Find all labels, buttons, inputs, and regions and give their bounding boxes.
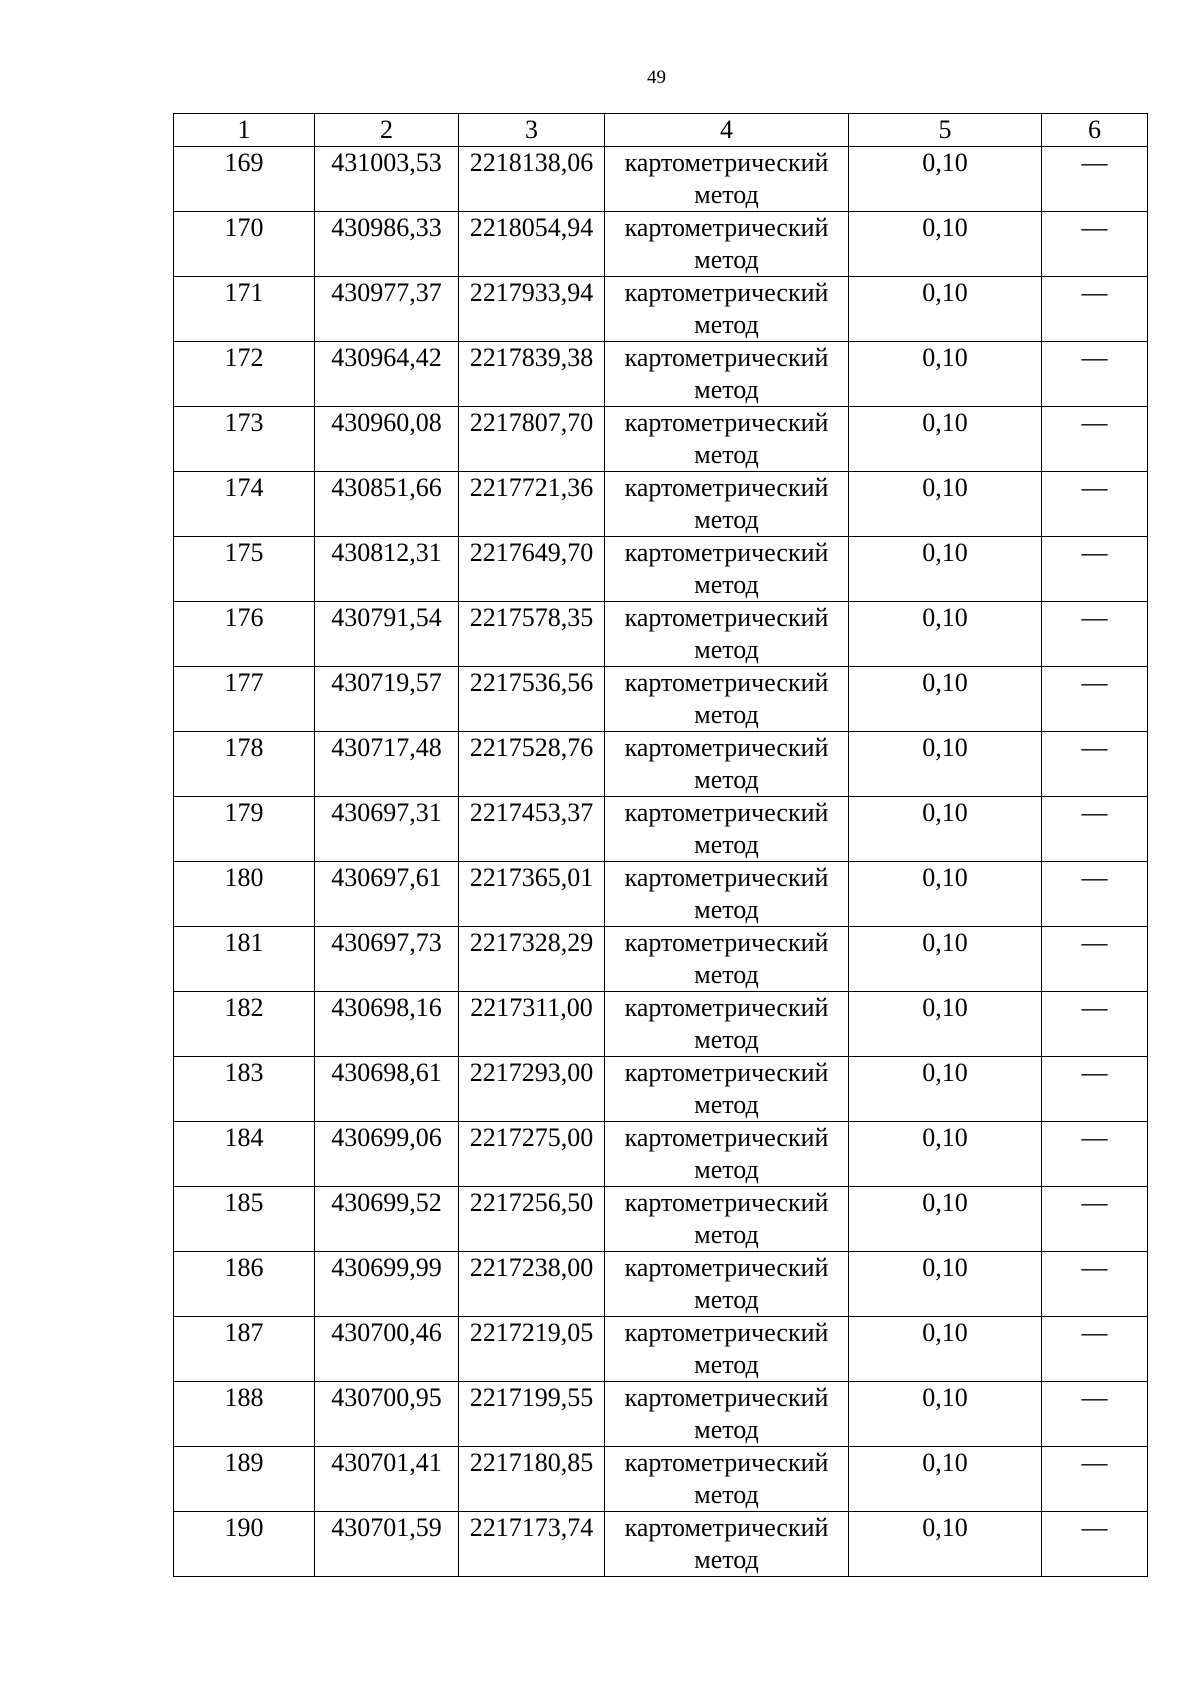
method-cell: картометрический метод (605, 407, 849, 472)
y-coordinate-cell: 2217807,70 (459, 407, 605, 472)
method-cell: картометрический метод (605, 667, 849, 732)
accuracy-cell: 0,10 (849, 147, 1042, 212)
accuracy-cell: 0,10 (849, 602, 1042, 667)
y-coordinate-cell: 2217173,74 (459, 1512, 605, 1577)
accuracy-cell: 0,10 (849, 212, 1042, 277)
method-cell: картометрический метод (605, 212, 849, 277)
point-number-cell: 181 (174, 927, 315, 992)
x-coordinate-cell: 431003,53 (315, 147, 459, 212)
note-cell: — (1042, 1122, 1148, 1187)
accuracy-cell: 0,10 (849, 342, 1042, 407)
x-coordinate-cell: 430700,46 (315, 1317, 459, 1382)
method-cell: картометрический метод (605, 862, 849, 927)
y-coordinate-cell: 2217293,00 (459, 1057, 605, 1122)
accuracy-cell: 0,10 (849, 862, 1042, 927)
x-coordinate-cell: 430812,31 (315, 537, 459, 602)
accuracy-cell: 0,10 (849, 1317, 1042, 1382)
method-cell: картометрический метод (605, 472, 849, 537)
x-coordinate-cell: 430851,66 (315, 472, 459, 537)
accuracy-cell: 0,10 (849, 1057, 1042, 1122)
note-cell: — (1042, 537, 1148, 602)
column-header-5: 5 (849, 114, 1042, 147)
table-row (174, 862, 1148, 927)
accuracy-cell: 0,10 (849, 1447, 1042, 1512)
table-row (174, 1317, 1148, 1382)
method-cell: картометрический метод (605, 927, 849, 992)
method-cell: картометрический метод (605, 1382, 849, 1447)
table-body (174, 147, 1148, 1577)
table-row (174, 277, 1148, 342)
y-coordinate-cell: 2217275,00 (459, 1122, 605, 1187)
method-cell: картометрический метод (605, 602, 849, 667)
note-cell: — (1042, 1447, 1148, 1512)
accuracy-cell: 0,10 (849, 797, 1042, 862)
table-row (174, 1057, 1148, 1122)
table-row (174, 1447, 1148, 1512)
table-row (174, 602, 1148, 667)
note-cell: — (1042, 1382, 1148, 1447)
page-number: 49 (647, 67, 666, 88)
y-coordinate-cell: 2217219,05 (459, 1317, 605, 1382)
table-row (174, 667, 1148, 732)
table-row (174, 1252, 1148, 1317)
note-cell: — (1042, 212, 1148, 277)
x-coordinate-cell: 430986,33 (315, 212, 459, 277)
point-number-cell: 170 (174, 212, 315, 277)
x-coordinate-cell: 430977,37 (315, 277, 459, 342)
table-row (174, 1187, 1148, 1252)
note-cell: — (1042, 1187, 1148, 1252)
point-number-cell: 183 (174, 1057, 315, 1122)
x-coordinate-cell: 430791,54 (315, 602, 459, 667)
accuracy-cell: 0,10 (849, 537, 1042, 602)
method-cell: картометрический метод (605, 1512, 849, 1577)
point-number-cell: 190 (174, 1512, 315, 1577)
y-coordinate-cell: 2217238,00 (459, 1252, 605, 1317)
note-cell: — (1042, 732, 1148, 797)
accuracy-cell: 0,10 (849, 992, 1042, 1057)
point-number-cell: 169 (174, 147, 315, 212)
point-number-cell: 180 (174, 862, 315, 927)
method-cell: картометрический метод (605, 992, 849, 1057)
table-row (174, 147, 1148, 212)
method-cell: картометрический метод (605, 1447, 849, 1512)
accuracy-cell: 0,10 (849, 732, 1042, 797)
y-coordinate-cell: 2217453,37 (459, 797, 605, 862)
note-cell: — (1042, 602, 1148, 667)
note-cell: — (1042, 927, 1148, 992)
note-cell: — (1042, 342, 1148, 407)
x-coordinate-cell: 430698,61 (315, 1057, 459, 1122)
y-coordinate-cell: 2217528,76 (459, 732, 605, 797)
x-coordinate-cell: 430700,95 (315, 1382, 459, 1447)
point-number-cell: 172 (174, 342, 315, 407)
point-number-cell: 184 (174, 1122, 315, 1187)
point-number-cell: 178 (174, 732, 315, 797)
x-coordinate-cell: 430699,99 (315, 1252, 459, 1317)
column-header-4: 4 (605, 114, 849, 147)
accuracy-cell: 0,10 (849, 277, 1042, 342)
table-row (174, 537, 1148, 602)
x-coordinate-cell: 430697,61 (315, 862, 459, 927)
column-header-6: 6 (1042, 114, 1148, 147)
x-coordinate-cell: 430701,41 (315, 1447, 459, 1512)
note-cell: — (1042, 407, 1148, 472)
table-row (174, 1512, 1148, 1577)
x-coordinate-cell: 430960,08 (315, 407, 459, 472)
method-cell: картометрический метод (605, 797, 849, 862)
accuracy-cell: 0,10 (849, 1512, 1042, 1577)
accuracy-cell: 0,10 (849, 1187, 1042, 1252)
table-row (174, 732, 1148, 797)
method-cell: картометрический метод (605, 1317, 849, 1382)
y-coordinate-cell: 2217536,56 (459, 667, 605, 732)
x-coordinate-cell: 430697,73 (315, 927, 459, 992)
method-cell: картометрический метод (605, 147, 849, 212)
point-number-cell: 171 (174, 277, 315, 342)
x-coordinate-cell: 430964,42 (315, 342, 459, 407)
point-number-cell: 174 (174, 472, 315, 537)
x-coordinate-cell: 430699,52 (315, 1187, 459, 1252)
point-number-cell: 187 (174, 1317, 315, 1382)
method-cell: картометрический метод (605, 1122, 849, 1187)
x-coordinate-cell: 430717,48 (315, 732, 459, 797)
point-number-cell: 177 (174, 667, 315, 732)
accuracy-cell: 0,10 (849, 927, 1042, 992)
note-cell: — (1042, 277, 1148, 342)
y-coordinate-cell: 2218054,94 (459, 212, 605, 277)
y-coordinate-cell: 2217839,38 (459, 342, 605, 407)
accuracy-cell: 0,10 (849, 407, 1042, 472)
method-cell: картометрический метод (605, 1187, 849, 1252)
y-coordinate-cell: 2217256,50 (459, 1187, 605, 1252)
method-cell: картометрический метод (605, 732, 849, 797)
y-coordinate-cell: 2217721,36 (459, 472, 605, 537)
method-cell: картометрический метод (605, 1252, 849, 1317)
coordinates-table (173, 113, 1148, 1577)
note-cell: — (1042, 1512, 1148, 1577)
y-coordinate-cell: 2217311,00 (459, 992, 605, 1057)
column-header-1: 1 (174, 114, 315, 147)
point-number-cell: 189 (174, 1447, 315, 1512)
table-row (174, 407, 1148, 472)
header-row (174, 114, 1148, 147)
method-cell: картометрический метод (605, 537, 849, 602)
accuracy-cell: 0,10 (849, 667, 1042, 732)
point-number-cell: 179 (174, 797, 315, 862)
y-coordinate-cell: 2217328,29 (459, 927, 605, 992)
accuracy-cell: 0,10 (849, 472, 1042, 537)
method-cell: картометрический метод (605, 342, 849, 407)
y-coordinate-cell: 2217649,70 (459, 537, 605, 602)
x-coordinate-cell: 430699,06 (315, 1122, 459, 1187)
method-cell: картометрический метод (605, 277, 849, 342)
method-cell: картометрический метод (605, 1057, 849, 1122)
y-coordinate-cell: 2217365,01 (459, 862, 605, 927)
table-header (174, 114, 1148, 147)
table-row (174, 342, 1148, 407)
point-number-cell: 182 (174, 992, 315, 1057)
column-header-2: 2 (315, 114, 459, 147)
y-coordinate-cell: 2217180,85 (459, 1447, 605, 1512)
y-coordinate-cell: 2217578,35 (459, 602, 605, 667)
point-number-cell: 173 (174, 407, 315, 472)
x-coordinate-cell: 430698,16 (315, 992, 459, 1057)
table-row (174, 212, 1148, 277)
x-coordinate-cell: 430701,59 (315, 1512, 459, 1577)
table-row (174, 927, 1148, 992)
table-row (174, 992, 1148, 1057)
note-cell: — (1042, 992, 1148, 1057)
table-row (174, 472, 1148, 537)
point-number-cell: 185 (174, 1187, 315, 1252)
note-cell: — (1042, 147, 1148, 212)
table-row (174, 797, 1148, 862)
note-cell: — (1042, 472, 1148, 537)
x-coordinate-cell: 430697,31 (315, 797, 459, 862)
accuracy-cell: 0,10 (849, 1252, 1042, 1317)
note-cell: — (1042, 1057, 1148, 1122)
point-number-cell: 176 (174, 602, 315, 667)
note-cell: — (1042, 1317, 1148, 1382)
point-number-cell: 175 (174, 537, 315, 602)
y-coordinate-cell: 2218138,06 (459, 147, 605, 212)
note-cell: — (1042, 797, 1148, 862)
accuracy-cell: 0,10 (849, 1382, 1042, 1447)
x-coordinate-cell: 430719,57 (315, 667, 459, 732)
y-coordinate-cell: 2217933,94 (459, 277, 605, 342)
point-number-cell: 186 (174, 1252, 315, 1317)
point-number-cell: 188 (174, 1382, 315, 1447)
y-coordinate-cell: 2217199,55 (459, 1382, 605, 1447)
column-header-3: 3 (459, 114, 605, 147)
note-cell: — (1042, 1252, 1148, 1317)
accuracy-cell: 0,10 (849, 1122, 1042, 1187)
table-row (174, 1382, 1148, 1447)
table-row (174, 1122, 1148, 1187)
note-cell: — (1042, 667, 1148, 732)
note-cell: — (1042, 862, 1148, 927)
